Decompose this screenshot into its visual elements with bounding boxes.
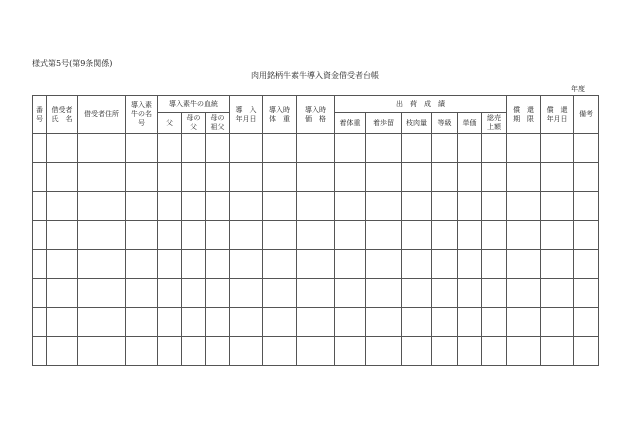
header-bloodline-father: 父 xyxy=(158,113,182,134)
table-row xyxy=(33,337,599,366)
table-cell xyxy=(366,308,402,337)
table-cell xyxy=(78,337,126,366)
header-borrower-name: 借受者 氏 名 xyxy=(47,96,78,134)
table-cell xyxy=(482,337,507,366)
table-cell xyxy=(78,163,126,192)
table-cell xyxy=(432,163,458,192)
header-intro-price: 導入時 価 格 xyxy=(297,96,335,134)
table-cell xyxy=(541,221,574,250)
table-cell xyxy=(33,308,47,337)
table-cell xyxy=(47,250,78,279)
table-cell xyxy=(158,134,182,163)
table-cell xyxy=(230,221,263,250)
table-cell xyxy=(263,250,297,279)
table-cell xyxy=(78,221,126,250)
table-cell xyxy=(126,279,158,308)
table-cell xyxy=(126,308,158,337)
table-cell xyxy=(126,250,158,279)
table-cell xyxy=(574,163,599,192)
ledger-body xyxy=(33,134,599,366)
header-ship-meat-weight: 枝肉量 xyxy=(402,113,432,134)
header-repayment-due: 償 還 期 限 xyxy=(507,96,541,134)
table-cell xyxy=(230,337,263,366)
borrower-ledger-table xyxy=(32,95,599,366)
table-cell xyxy=(47,308,78,337)
table-cell xyxy=(297,308,335,337)
table-cell xyxy=(263,192,297,221)
table-cell xyxy=(458,221,482,250)
table-cell xyxy=(482,134,507,163)
table-cell xyxy=(33,163,47,192)
table-cell xyxy=(206,221,230,250)
table-cell xyxy=(297,337,335,366)
table-cell xyxy=(263,337,297,366)
table-cell xyxy=(297,192,335,221)
table-cell xyxy=(366,134,402,163)
table-cell xyxy=(402,221,432,250)
table-cell xyxy=(263,279,297,308)
table-cell xyxy=(482,308,507,337)
table-cell xyxy=(158,337,182,366)
table-cell xyxy=(366,279,402,308)
table-cell xyxy=(33,337,47,366)
table-cell xyxy=(335,337,366,366)
table-cell xyxy=(335,279,366,308)
header-shipment-group: 出 荷 成 績 xyxy=(335,96,507,113)
table-cell xyxy=(482,221,507,250)
table-row xyxy=(33,134,599,163)
table-cell xyxy=(366,250,402,279)
table-cell xyxy=(458,337,482,366)
table-cell xyxy=(335,134,366,163)
table-cell xyxy=(507,163,541,192)
table-row xyxy=(33,221,599,250)
table-cell xyxy=(541,163,574,192)
table-cell xyxy=(158,279,182,308)
table-cell xyxy=(402,163,432,192)
table-cell xyxy=(335,250,366,279)
table-cell xyxy=(182,192,206,221)
table-cell xyxy=(182,308,206,337)
table-cell xyxy=(482,163,507,192)
table-cell xyxy=(297,134,335,163)
table-cell xyxy=(507,250,541,279)
table-cell xyxy=(574,134,599,163)
table-cell xyxy=(507,134,541,163)
table-cell xyxy=(335,192,366,221)
table-cell xyxy=(182,163,206,192)
table-cell xyxy=(230,134,263,163)
table-cell xyxy=(158,308,182,337)
table-cell xyxy=(78,134,126,163)
table-cell xyxy=(297,221,335,250)
table-cell xyxy=(78,279,126,308)
header-ship-total-sales: 総売 上額 xyxy=(482,113,507,134)
table-cell xyxy=(574,250,599,279)
table-row xyxy=(33,279,599,308)
table-cell xyxy=(126,163,158,192)
table-cell xyxy=(182,221,206,250)
table-cell xyxy=(158,250,182,279)
table-cell xyxy=(432,221,458,250)
table-cell xyxy=(402,279,432,308)
table-cell xyxy=(297,163,335,192)
header-intro-weight: 導入時 体 重 xyxy=(263,96,297,134)
table-cell xyxy=(33,221,47,250)
table-cell xyxy=(78,192,126,221)
table-cell xyxy=(507,279,541,308)
header-calf-name: 導入素 牛の名 号 xyxy=(126,96,158,134)
table-cell xyxy=(507,221,541,250)
table-cell xyxy=(78,250,126,279)
table-cell xyxy=(541,279,574,308)
header-ship-weight: 着体重 xyxy=(335,113,366,134)
header-bloodline-mother-father: 母の 父 xyxy=(182,113,206,134)
table-cell xyxy=(541,308,574,337)
table-row xyxy=(33,308,599,337)
table-cell xyxy=(206,250,230,279)
table-cell xyxy=(230,250,263,279)
table-cell xyxy=(366,221,402,250)
table-cell xyxy=(206,337,230,366)
table-cell xyxy=(47,337,78,366)
table-cell xyxy=(297,250,335,279)
table-cell xyxy=(482,250,507,279)
table-cell xyxy=(432,337,458,366)
table-cell xyxy=(458,308,482,337)
table-cell xyxy=(158,192,182,221)
table-cell xyxy=(574,308,599,337)
table-cell xyxy=(335,163,366,192)
table-cell xyxy=(158,221,182,250)
table-cell xyxy=(126,134,158,163)
table-cell xyxy=(432,192,458,221)
table-cell xyxy=(402,250,432,279)
header-ship-unit-price: 単価 xyxy=(458,113,482,134)
table-cell xyxy=(47,221,78,250)
table-cell xyxy=(263,221,297,250)
header-borrower-address: 借受者住所 xyxy=(78,96,126,134)
table-cell xyxy=(182,250,206,279)
table-cell xyxy=(458,250,482,279)
header-remarks: 備考 xyxy=(574,96,599,134)
table-cell xyxy=(126,337,158,366)
table-cell xyxy=(47,134,78,163)
table-cell xyxy=(335,221,366,250)
table-cell xyxy=(33,192,47,221)
table-cell xyxy=(230,279,263,308)
table-cell xyxy=(230,192,263,221)
table-cell xyxy=(432,308,458,337)
table-cell xyxy=(402,134,432,163)
header-bloodline-group: 導入素牛の血統 xyxy=(158,96,230,113)
header-row-top xyxy=(33,96,599,113)
table-cell xyxy=(366,337,402,366)
table-cell xyxy=(458,279,482,308)
table-cell xyxy=(206,134,230,163)
form-number: 様式第5号(第9条関係) xyxy=(32,59,113,68)
table-cell xyxy=(33,134,47,163)
table-cell xyxy=(432,279,458,308)
table-cell xyxy=(126,221,158,250)
table-cell xyxy=(541,250,574,279)
table-row xyxy=(33,192,599,221)
header-ship-yield: 着歩留 xyxy=(366,113,402,134)
table-cell xyxy=(230,308,263,337)
table-cell xyxy=(33,250,47,279)
table-cell xyxy=(482,279,507,308)
table-cell xyxy=(47,192,78,221)
header-bloodline-mother-grandfather: 母の 祖父 xyxy=(206,113,230,134)
table-cell xyxy=(574,279,599,308)
table-cell xyxy=(482,192,507,221)
table-cell xyxy=(230,163,263,192)
table-cell xyxy=(507,337,541,366)
table-cell xyxy=(47,163,78,192)
table-cell xyxy=(541,192,574,221)
table-cell xyxy=(574,337,599,366)
table-cell xyxy=(507,308,541,337)
table-cell xyxy=(432,250,458,279)
table-cell xyxy=(78,308,126,337)
header-intro-date: 導 入 年月日 xyxy=(230,96,263,134)
table-cell xyxy=(458,192,482,221)
table-cell xyxy=(574,221,599,250)
table-cell xyxy=(297,279,335,308)
table-cell xyxy=(335,308,366,337)
table-cell xyxy=(182,279,206,308)
table-cell xyxy=(366,163,402,192)
table-cell xyxy=(366,192,402,221)
table-cell xyxy=(158,163,182,192)
table-cell xyxy=(206,192,230,221)
table-row xyxy=(33,250,599,279)
header-repayment-date: 償 還 年月日 xyxy=(541,96,574,134)
table-cell xyxy=(206,308,230,337)
table-cell xyxy=(402,337,432,366)
table-cell xyxy=(541,337,574,366)
header-number: 番 号 xyxy=(33,96,47,134)
fiscal-year-label: 年度 xyxy=(571,85,585,93)
table-cell xyxy=(263,308,297,337)
table-cell xyxy=(47,279,78,308)
table-cell xyxy=(432,134,458,163)
table-cell xyxy=(263,163,297,192)
table-cell xyxy=(206,163,230,192)
table-cell xyxy=(402,308,432,337)
table-cell xyxy=(126,192,158,221)
table-cell xyxy=(182,337,206,366)
table-cell xyxy=(206,279,230,308)
table-cell xyxy=(541,134,574,163)
header-ship-grade: 等級 xyxy=(432,113,458,134)
table-cell xyxy=(402,192,432,221)
document-title: 肉用銘柄牛素牛導入資金借受者台帳 xyxy=(251,71,379,80)
table-cell xyxy=(574,192,599,221)
table-cell xyxy=(33,279,47,308)
table-cell xyxy=(263,134,297,163)
table-cell xyxy=(458,134,482,163)
table-row xyxy=(33,163,599,192)
table-cell xyxy=(182,134,206,163)
table-cell xyxy=(458,163,482,192)
table-cell xyxy=(507,192,541,221)
